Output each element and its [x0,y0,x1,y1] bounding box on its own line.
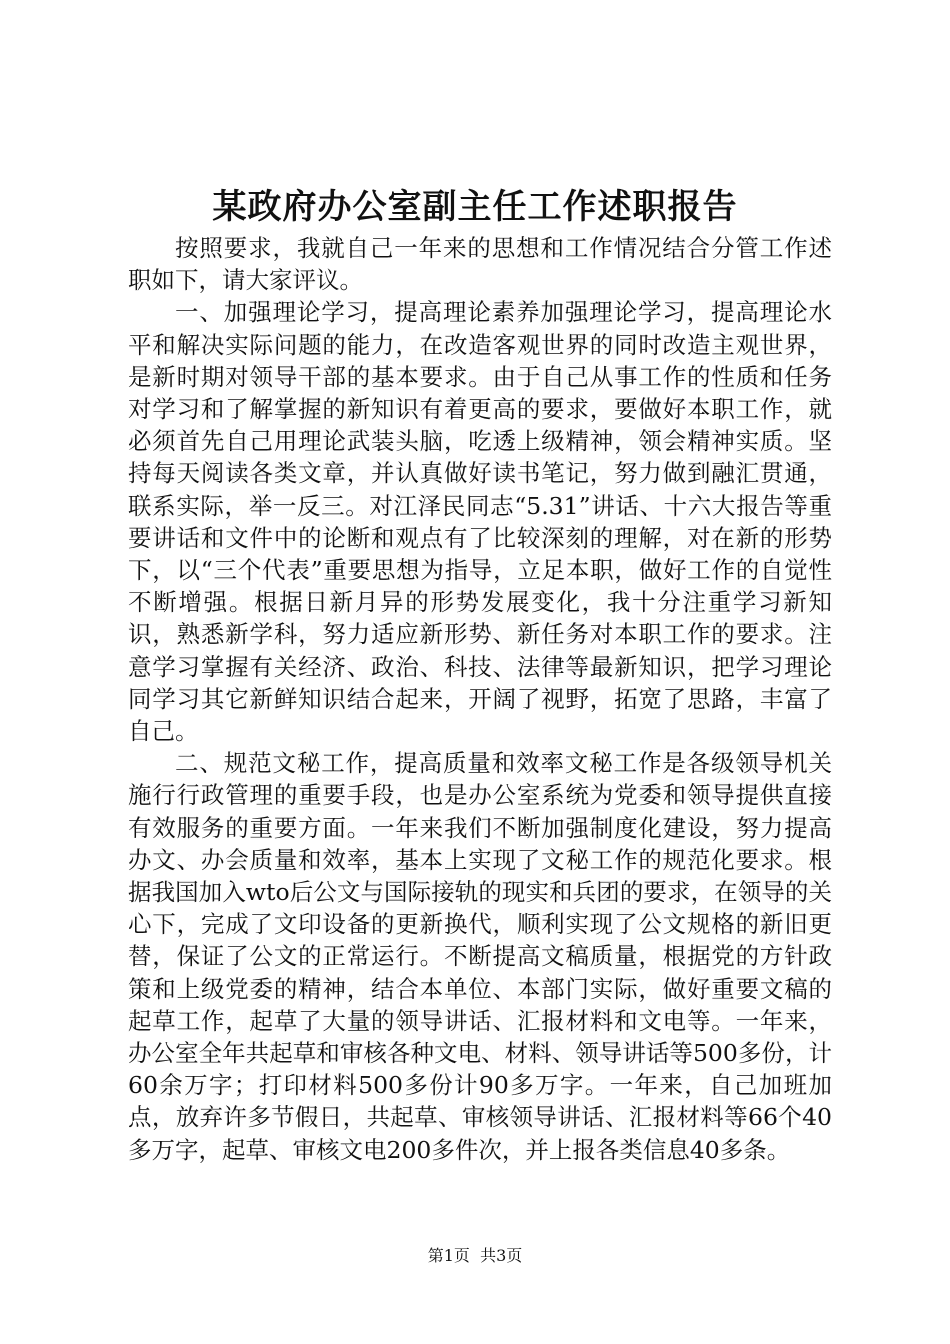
document-title: 某政府办公室副主任工作述职报告 [212,187,738,227]
paragraph-theory-study: 一、加强理论学习，提高理论素养加强理论学习，提高理论水平和解决实际问题的能力，在改造客观世界的同时改造主观世界，是新时期对领导干部的基本要求。由于自己从事工作的性质和任务对学习和了解掌握的新知识有着更高的要求，要做好本职工作，就必须首先自己用理论武装头脑，吃透上级精神，领会精神实质。坚持每天阅读各类文章，并认真做好读书笔记，努力做到融汇贯通，联系实际，举一反三。对江泽民同志“5.31”讲话、十六大报告等重要讲话和文件中的论断和观点有了比较深刻的理解，对在新的形势下，以“三个代表”重要思想为指导，立足本职，做好工作的自觉性不断增强。根据日新月异的形势发展变化，我十分注重学习新知识，熟悉新学科，努力适应新形势、新任务对本职工作的要求。注意学习掌握有关经济、政治、科技、法律等最新知识，把学习理论同学习其它新鲜知识结合起来，开阔了视野，拓宽了思路，丰富了自己。 [128,298,832,746]
page-footer [0,1244,950,1268]
document-body [128,232,832,1166]
paragraph-intro: 按照要求，我就自己一年来的思想和工作情况结合分管工作述职如下，请大家评议。 [128,234,832,295]
page-number: 第1页 共3页 [427,1246,523,1265]
paragraph-secretarial-work: 二、规范文秘工作，提高质量和效率文秘工作是各级领导机关施行行政管理的重要手段，也是办公室系统为党委和领导提供直接有效服务的重要方面。一年来我们不断加强制度化建设，努力提高办文、办会质量和效率，基本上实现了文秘工作的规范化要求。根据我国加入wto后公文与国际接轨的现实和兵团的要求，在领导的关心下，完成了文印设备的更新换代，顺利实现了公文规格的新旧更替，保证了公文的正常运行。不断提高文稿质量，根据党的方针政策和上级党委的精神，结合本单位、本部门实际，做好重要文稿的起草工作，起草了大量的领导讲话、汇报材料和文电等。一年来，办公室全年共起草和审核各种文电、材料、领导讲话等500多份，计60余万字；打印材料500多份计90多万字。一年来，自己加班加点，放弃许多节假日，共起草、审核领导讲话、汇报材料等66个40多万字，起草、审核文电200多件次，并上报各类信息40多条。 [128,749,832,1164]
